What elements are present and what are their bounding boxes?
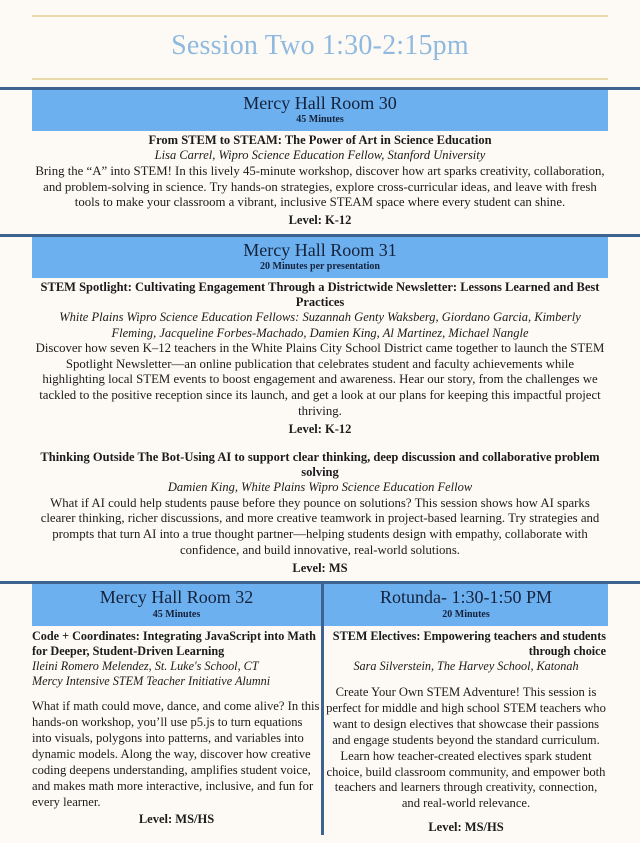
page-header <box>0 15 640 80</box>
talk-level: Level: MS/HS <box>138 812 215 827</box>
column-spacer <box>324 674 608 685</box>
talk-presenter-line-1: Sara Silverstein, The Harvey School, Katonah <box>353 659 579 674</box>
talk-presenter-line-2: Mercy Intensive STEM Teacher Initiative Alumni <box>32 673 271 688</box>
talk-spacer <box>32 437 608 448</box>
room-name: Mercy Hall Room 31 <box>243 239 397 260</box>
talk-level: Level: K-12 <box>288 213 352 228</box>
room-name: Mercy Hall Room 32 <box>99 587 254 608</box>
talk-description: Create Your Own STEM Adventure! This session is perfect for middle and high school STEM teachers who want to design electives that showcase their passions and engage students beyond the standard curriculum. Learn how teacher-created electives spark student choice, build classroom community, and empower both teachers and learners through creativity, connection, and real-world relevance. <box>326 685 606 811</box>
room-duration: 45 Minutes <box>296 114 344 126</box>
room-duration: 45 Minutes <box>152 608 201 620</box>
talk-title: STEM Electives: Empowering teachers and students through choice <box>332 628 606 659</box>
talk-description: Bring the “A” into STEM! In this lively 45-minute workshop, discover how art sparks creativity, collaboration, and problem-solving in science. Try hands-on strategies, explore cross-curricular ideas, and leave with fresh tools to make your classroom a vibrant, inclusive STEAM space where every student can shine. <box>35 163 605 210</box>
talk-title: Code + Coordinates: Integrating JavaScript into Math for Deeper, Student-Driven Learning <box>32 628 316 658</box>
talk-presenter-line-1: Ileini Romero Melendez, St. Luke's School, CT <box>32 658 259 673</box>
talk-presenter: Damien King, White Plains Wipro Science Education Fellow <box>167 480 473 495</box>
talk-title: From STEM to STEAM: The Power of Art in Science Education <box>148 133 492 148</box>
room-banner-30 <box>32 90 608 132</box>
column-spacer <box>32 688 321 699</box>
room-name: Mercy Hall Room 30 <box>243 92 397 113</box>
talk-level: Level: MS <box>292 560 348 575</box>
room-duration: 20 Minutes per presentation <box>260 261 380 273</box>
header-rule-bottom <box>32 78 608 80</box>
session-schedule-page <box>0 15 640 843</box>
room-banner-rotunda <box>324 584 608 626</box>
column-body <box>32 626 321 828</box>
room-banner-32 <box>32 584 321 626</box>
talk-level: Level: K-12 <box>288 422 352 437</box>
column-rotunda <box>321 584 640 835</box>
page-title: Session Two 1:30-2:15pm <box>171 30 469 61</box>
section-room-31 <box>0 237 640 585</box>
room-banner-31 <box>32 237 608 279</box>
column-body <box>324 626 608 836</box>
talk-item <box>32 131 608 228</box>
room-duration: 20 Minutes <box>442 608 490 620</box>
talk-presenter: Lisa Carrel, Wipro Science Education Fellow, Stanford University <box>154 148 486 163</box>
two-column-section <box>0 584 640 835</box>
room-name: Rotunda- 1:30-1:50 PM <box>379 587 552 608</box>
talk-item <box>32 448 608 576</box>
talk-description: Discover how seven K–12 teachers in the White Plains City School District came together to launch the STEM Spotlight Newsletter—an online publication that celebrates student and faculty achievements while highlighting local STEM events to boost engagement and awareness. Hear our story, from the challenges we tackled to the positive reception since its launch, and get a look at our plans for keeping this impactful project thriving. <box>35 340 605 419</box>
section-room-30 <box>0 90 640 237</box>
talk-item <box>32 278 608 437</box>
talk-level: Level: MS/HS <box>428 820 504 835</box>
talk-description: What if AI could help students pause before they pounce on solutions? This session shows how AI sparks clearer thinking, richer discussions, and more creative teamwork in project-based learning. Try strategies and prompts that turn AI into a true thought partner—helping students design with empathy, collaborate with confidence, and build innovative, real-world solutions. <box>40 495 600 558</box>
talk-title: Thinking Outside The Bot-Using AI to support clear thinking, deep discussion and collaborative problem solving <box>40 450 600 480</box>
talk-description: What if math could move, dance, and come alive? In this hands-on workshop, you’ll use p5.js to turn equations into visuals, polygons into patterns, and variables into dynamic models. Along the way, discover how creative coding deepens understanding, amplifies student voice, and makes math more interactive, inclusive, and fun for every learner. <box>32 699 320 809</box>
talk-presenter: White Plains Wipro Science Education Fellows: Suzannah Genty Waksberg, Giordano Garcia, Kimberly Fleming, Jacqueline Forbes-Machado, Damien King, Al Martinez, Michael Nangle <box>59 310 581 340</box>
talk-title: STEM Spotlight: Cultivating Engagement Through a Districtwide Newsletter: Lessons Learned and Best Practices <box>40 280 600 310</box>
column-room-32 <box>0 584 321 835</box>
